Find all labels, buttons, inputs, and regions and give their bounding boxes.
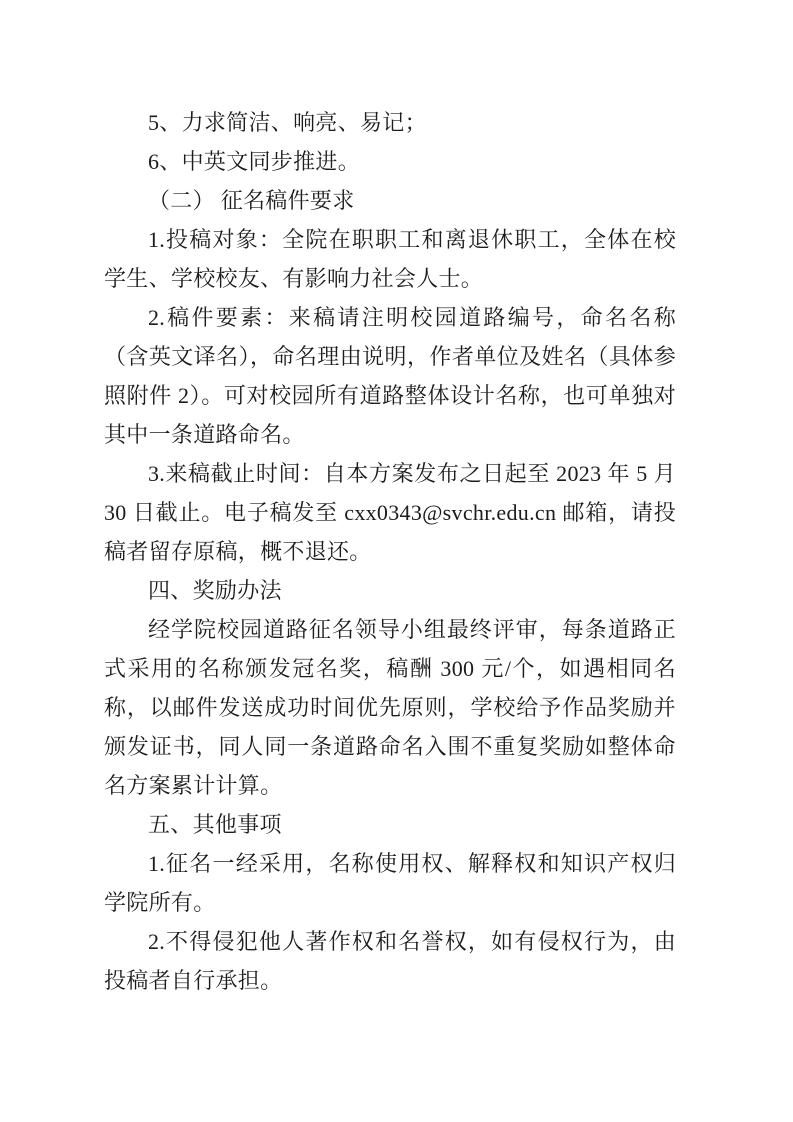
- section-heading-other-matters: 五、其他事项: [148, 812, 282, 837]
- section-heading-reward-measures: 四、奖励办法: [148, 578, 282, 603]
- paragraph-infringement-liability: 2.不得侵犯他人著作权和名誉权，如有侵权行为，由投稿者自行承担。: [104, 929, 676, 993]
- numbered-item-6: 6、中英文同步推进。: [148, 149, 361, 174]
- paragraph-rights-ownership: 1.征名一经采用，名称使用权、解释权和知识产权归学院所有。: [104, 851, 676, 915]
- document-body: [104, 103, 676, 1000]
- numbered-item-5: 5、力求简洁、响亮、易记；: [148, 110, 427, 135]
- paragraph-submission-target: 1.投稿对象：全院在职职工和离退休职工，全体在校学生、学校校友、有影响力社会人士。: [104, 227, 676, 291]
- paragraph-reward-details: 经学院校园道路征名领导小组最终评审，每条道路正式采用的名称颁发冠名奖，稿酬 300 元/个，如遇相同名称，以邮件发送成功时间优先原则，学校给予作品奖励并颁发证书，同人同一条道路命名入围不重复奖励如整体命名方案累计计算。: [104, 617, 676, 798]
- paragraph-submission-deadline: 3.来稿截止时间：自本方案发布之日起至 2023 年 5 月 30 日截止。电子稿发至 cxx0343@svchr.edu.cn 邮箱，请投稿者留存原稿，概不退还。: [104, 461, 676, 564]
- paragraph-submission-elements: 2.稿件要素：来稿请注明校园道路编号，命名名称（含英文译名），命名理由说明，作者单位及姓名（具体参照附件 2）。可对校园所有道路整体设计名称，也可单独对其中一条道路命名。: [104, 305, 676, 447]
- section-heading-submission-requirements: （二） 征名稿件要求: [148, 188, 355, 213]
